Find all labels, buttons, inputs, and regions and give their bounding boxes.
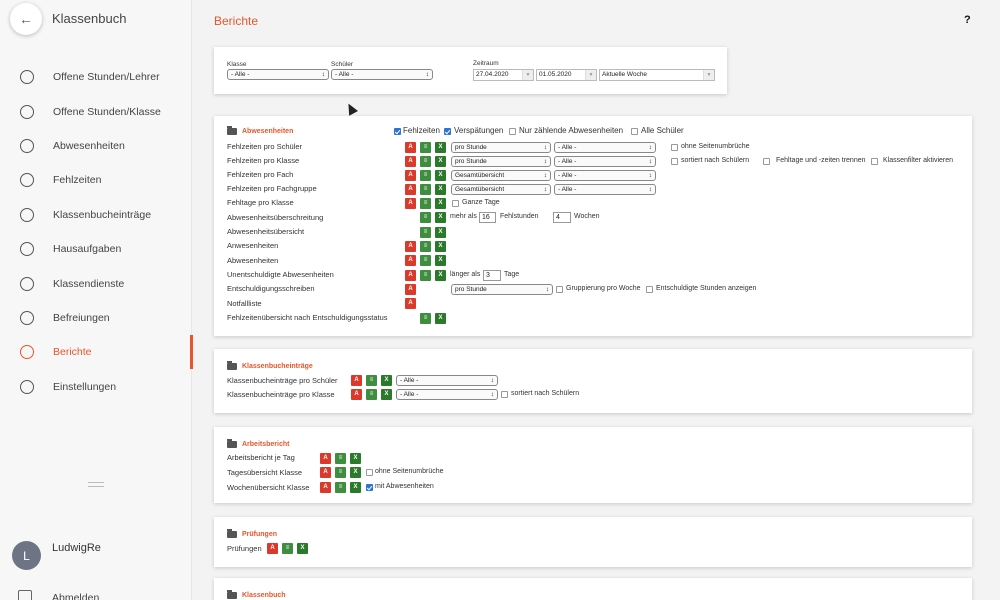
sidebar-item-fehlzeiten[interactable] xyxy=(0,163,192,197)
circle-icon xyxy=(20,70,34,84)
excel-icon[interactable]: X xyxy=(435,198,446,209)
chevron-down-icon[interactable]: ▼ xyxy=(703,70,714,80)
section-klassenbuch xyxy=(214,578,972,600)
logout-link[interactable]: Abmelden xyxy=(52,592,100,600)
report-row-label: Abwesenheiten xyxy=(227,256,279,265)
report-row-label: Arbeitsbericht je Tag xyxy=(227,453,295,462)
sidebar xyxy=(0,0,192,600)
sidebar-item-befreiungen[interactable] xyxy=(0,301,192,335)
pdf-icon[interactable]: A xyxy=(405,142,416,153)
folder-icon xyxy=(227,363,237,370)
schueler-label: Schüler xyxy=(331,61,354,68)
circle-icon xyxy=(20,380,34,394)
circle-icon xyxy=(20,208,34,222)
tage-input[interactable]: 3 xyxy=(483,270,501,281)
nur-zaehlend-checkbox[interactable] xyxy=(509,128,516,135)
sidebar-item-label: Hausaufgaben xyxy=(53,243,122,256)
pdf-icon[interactable]: A xyxy=(320,467,331,478)
sortiert-label: sortiert nach Schülern xyxy=(511,390,580,397)
report-row-label: Fehlzeiten pro Fachgruppe xyxy=(227,184,317,193)
pdf-icon[interactable]: A xyxy=(320,482,331,493)
report-row-label: Fehlzeiten pro Klasse xyxy=(227,156,300,165)
date-to-value: 01.05.2020 xyxy=(539,71,572,78)
tage-label: Tage xyxy=(504,271,520,278)
alle-schueler-checkbox[interactable] xyxy=(631,128,638,135)
pdf-icon[interactable]: A xyxy=(351,389,362,400)
report-row-label: Wochenübersicht Klasse xyxy=(227,483,310,492)
avatar[interactable]: L xyxy=(12,541,41,570)
filter-panel xyxy=(214,47,727,94)
filter-select[interactable]: - Alle - ↕ xyxy=(554,170,656,181)
ohne-seitenumbrueche-checkbox[interactable] xyxy=(671,144,678,151)
app-title: Klassenbuch xyxy=(52,11,127,26)
pdf-icon[interactable]: A xyxy=(405,241,416,252)
excel-icon[interactable]: X xyxy=(435,170,446,181)
csv-icon[interactable]: ≡ xyxy=(420,270,431,281)
view-select[interactable]: Gesamtübersicht ↕ xyxy=(451,170,551,181)
drag-handle-icon[interactable] xyxy=(88,482,104,487)
mouse-cursor-icon xyxy=(344,101,358,115)
excel-icon[interactable]: X xyxy=(381,389,392,400)
sidebar-nav xyxy=(0,60,192,404)
wochen-input[interactable]: 4 xyxy=(553,212,571,223)
circle-icon xyxy=(20,311,34,325)
section-klassenbucheintraege xyxy=(214,349,972,413)
sidebar-item-hausaufgaben[interactable] xyxy=(0,232,192,266)
excel-icon[interactable]: X xyxy=(435,255,446,266)
report-row-label: Klassenbucheinträge pro Schüler xyxy=(227,376,338,385)
folder-icon xyxy=(227,441,237,448)
csv-icon[interactable]: ≡ xyxy=(420,184,431,195)
filter-select[interactable]: - Alle - ↕ xyxy=(396,375,498,386)
excel-icon[interactable]: X xyxy=(297,543,308,554)
fehltage-trennen-checkbox[interactable] xyxy=(763,158,770,165)
klasse-select[interactable]: - Alle - ↕ xyxy=(227,69,329,80)
report-row-label: Fehlzeitenübersicht nach Entschuldigungsstatus xyxy=(227,313,388,322)
date-from-value: 27.04.2020 xyxy=(476,71,509,78)
pdf-icon[interactable]: A xyxy=(405,198,416,209)
report-row-label: Notfallliste xyxy=(227,299,262,308)
username: LudwigRe xyxy=(52,542,101,554)
filter-select[interactable]: - Alle - ↕ xyxy=(396,389,498,400)
entschuldigte-checkbox[interactable] xyxy=(646,286,653,293)
granularity-select[interactable]: pro Stunde ↕ xyxy=(451,284,553,295)
mit-abwesenheiten-label: mit Abwesenheiten xyxy=(375,483,434,490)
logout-icon[interactable] xyxy=(18,590,32,600)
folder-icon xyxy=(227,592,237,599)
fehlstunden-input[interactable]: 16 xyxy=(479,212,496,223)
folder-icon xyxy=(227,531,237,538)
sidebar-item-einstellungen[interactable] xyxy=(0,370,192,404)
calendar-dropdown-icon[interactable]: ▼ xyxy=(585,70,596,80)
fehlzeiten-checkbox[interactable] xyxy=(394,128,401,135)
zeitraum-label: Zeitraum xyxy=(473,60,499,67)
excel-icon[interactable]: X xyxy=(350,467,361,478)
sidebar-item-abwesenheiten[interactable] xyxy=(0,129,192,163)
circle-icon xyxy=(20,173,34,187)
filter-select[interactable]: - Alle - ↕ xyxy=(554,142,656,153)
sortiert-nach-schuelern-checkbox[interactable] xyxy=(671,158,678,165)
klasse-label: Klasse xyxy=(227,61,247,68)
csv-icon[interactable]: ≡ xyxy=(420,241,431,252)
csv-icon[interactable]: ≡ xyxy=(420,142,431,153)
excel-icon[interactable]: X xyxy=(435,270,446,281)
calendar-dropdown-icon[interactable]: ▼ xyxy=(522,70,533,80)
report-row-label: Abwesenheitsübersicht xyxy=(227,227,305,236)
csv-icon[interactable]: ≡ xyxy=(420,156,431,167)
pdf-icon[interactable]: A xyxy=(267,543,278,554)
sidebar-item-label: Klassenbucheinträge xyxy=(53,208,152,221)
sidebar-item-klassendienste[interactable] xyxy=(0,266,192,300)
excel-icon[interactable]: X xyxy=(350,453,361,464)
excel-icon[interactable]: X xyxy=(435,184,446,195)
pdf-icon[interactable]: A xyxy=(405,170,416,181)
section-title-pruefungen: Prüfungen xyxy=(227,531,277,538)
sidebar-item-offene-stunden-klasse[interactable] xyxy=(0,94,192,128)
circle-icon xyxy=(20,277,34,291)
sidebar-item-label: Einstellungen xyxy=(53,380,117,393)
csv-icon[interactable]: ≡ xyxy=(420,227,431,238)
pdf-icon[interactable]: A xyxy=(405,255,416,266)
csv-icon[interactable]: ≡ xyxy=(335,453,346,464)
excel-icon[interactable]: X xyxy=(435,142,446,153)
csv-icon[interactable]: ≡ xyxy=(420,255,431,266)
verspaetungen-option-label: Verspätungen xyxy=(454,126,504,135)
section-arbeitsbericht xyxy=(214,427,972,503)
csv-icon[interactable]: ≡ xyxy=(420,313,431,324)
pdf-icon[interactable]: A xyxy=(320,453,331,464)
report-row-label: Fehlzeiten pro Fach xyxy=(227,170,294,179)
klassenfilter-checkbox[interactable] xyxy=(871,158,878,165)
sidebar-item-label: Offene Stunden/Klasse xyxy=(53,105,161,118)
csv-icon[interactable]: ≡ xyxy=(420,198,431,209)
sidebar-item-label: Befreiungen xyxy=(53,311,110,324)
section-pruefungen xyxy=(214,517,972,567)
laenger-als-label: länger als xyxy=(450,271,481,278)
fehlstunden-label: Fehlstunden xyxy=(500,213,539,220)
schueler-select[interactable]: - Alle - ↕ xyxy=(331,69,433,80)
mehr-als-label: mehr als xyxy=(450,213,477,220)
mit-abwesenheiten-checkbox[interactable] xyxy=(366,484,373,491)
report-row-label: Klassenbucheinträge pro Klasse xyxy=(227,390,335,399)
excel-icon[interactable]: X xyxy=(435,212,446,223)
sidebar-item-label: Fehlzeiten xyxy=(53,174,102,187)
ohne-seitenumbrueche-checkbox[interactable] xyxy=(366,469,373,476)
excel-icon[interactable]: X xyxy=(435,241,446,252)
ohne-seitenumbrueche-label: ohne Seitenumbrüche xyxy=(681,143,750,150)
excel-icon[interactable]: X xyxy=(435,227,446,238)
verspaetungen-checkbox[interactable] xyxy=(444,128,451,135)
arrow-left-icon[interactable]: ← xyxy=(10,3,42,35)
sidebar-item-berichte[interactable] xyxy=(0,335,192,369)
klassenfilter-label: Klassenfilter aktivieren xyxy=(883,157,954,164)
report-row-label: Prüfungen xyxy=(227,544,262,553)
section-title-arbeitsbericht: Arbeitsbericht xyxy=(227,441,289,448)
sidebar-item-klassenbucheintraege[interactable] xyxy=(0,198,192,232)
pdf-icon[interactable]: A xyxy=(405,270,416,281)
filter-select[interactable]: - Alle - ↕ xyxy=(554,184,656,195)
entschuldigte-label: Entschuldigte Stunden anzeigen xyxy=(656,285,757,292)
view-select[interactable]: Gesamtübersicht ↕ xyxy=(451,184,551,195)
sidebar-item-label: Klassendienste xyxy=(53,277,125,290)
date-to-input[interactable] xyxy=(536,69,597,81)
gruppierung-label: Gruppierung pro Woche xyxy=(566,285,641,292)
excel-icon[interactable]: X xyxy=(381,375,392,386)
filter-select[interactable]: - Alle - ↕ xyxy=(554,156,656,167)
fehltage-trennen-label: Fehltage und -zeiten trennen xyxy=(776,157,866,164)
sortiert-checkbox[interactable] xyxy=(501,391,508,398)
fehlzeiten-option-label: Fehlzeiten xyxy=(403,126,440,135)
gruppierung-checkbox[interactable] xyxy=(556,286,563,293)
section-title-klassenbuch: Klassenbuch xyxy=(227,592,286,599)
report-row-label: Anwesenheiten xyxy=(227,241,279,250)
sidebar-item-offene-stunden-lehrer[interactable] xyxy=(0,60,192,94)
section-abwesenheiten xyxy=(214,116,972,336)
pdf-icon[interactable]: A xyxy=(405,284,416,295)
ganze-tage-label: Ganze Tage xyxy=(462,199,500,206)
granularity-select[interactable]: pro Stunde ↕ xyxy=(451,156,551,167)
circle-icon xyxy=(20,105,34,119)
csv-icon[interactable]: ≡ xyxy=(420,170,431,181)
sortiert-nach-schuelern-label: sortiert nach Schülern xyxy=(681,157,750,164)
pdf-icon[interactable]: A xyxy=(351,375,362,386)
circle-icon xyxy=(20,139,34,153)
folder-icon xyxy=(227,128,237,135)
ganze-tage-checkbox[interactable] xyxy=(452,200,459,207)
section-title-abwesenheiten: Abwesenheiten xyxy=(227,128,293,135)
zeitraum-value: Aktuelle Woche xyxy=(602,71,648,78)
circle-icon xyxy=(20,242,34,256)
report-row-label: Abwesenheitsüberschreitung xyxy=(227,213,324,222)
excel-icon[interactable]: X xyxy=(350,482,361,493)
csv-icon[interactable]: ≡ xyxy=(335,467,346,478)
circle-icon xyxy=(20,345,34,359)
pdf-icon[interactable]: A xyxy=(405,298,416,309)
date-from-input[interactable] xyxy=(473,69,534,81)
zeitraum-select[interactable] xyxy=(599,69,715,81)
excel-icon[interactable]: X xyxy=(435,313,446,324)
report-row-label: Unentschuldigte Abwesenheiten xyxy=(227,270,334,279)
alle-schueler-option-label: Alle Schüler xyxy=(641,126,684,135)
report-row-label: Fehlzeiten pro Schüler xyxy=(227,142,303,151)
report-row-label: Entschuldigungsschreiben xyxy=(227,284,315,293)
granularity-select[interactable]: pro Stunde ↕ xyxy=(451,142,551,153)
excel-icon[interactable]: X xyxy=(435,156,446,167)
sidebar-item-label: Berichte xyxy=(53,346,92,359)
csv-icon[interactable]: ≡ xyxy=(366,375,377,386)
report-row-label: Fehltage pro Klasse xyxy=(227,198,294,207)
sidebar-item-label: Abwesenheiten xyxy=(53,139,125,152)
pdf-icon[interactable]: A xyxy=(405,156,416,167)
csv-icon[interactable]: ≡ xyxy=(366,389,377,400)
csv-icon[interactable]: ≡ xyxy=(335,482,346,493)
nur-zaehlend-option-label: Nur zählende Abwesenheiten xyxy=(519,126,624,135)
ohne-seitenumbrueche-label: ohne Seitenumbrüche xyxy=(375,468,444,475)
report-row-label: Tagesübersicht Klasse xyxy=(227,468,303,477)
wochen-label: Wochen xyxy=(574,213,600,220)
section-title-klassenbucheintraege: Klassenbucheinträge xyxy=(227,363,313,370)
pdf-icon[interactable]: A xyxy=(405,184,416,195)
help-icon[interactable]: ? xyxy=(964,14,971,26)
page-title: Berichte xyxy=(214,14,259,28)
csv-icon[interactable]: ≡ xyxy=(282,543,293,554)
csv-icon[interactable]: ≡ xyxy=(420,212,431,223)
sidebar-item-label: Offene Stunden/Lehrer xyxy=(53,71,160,84)
